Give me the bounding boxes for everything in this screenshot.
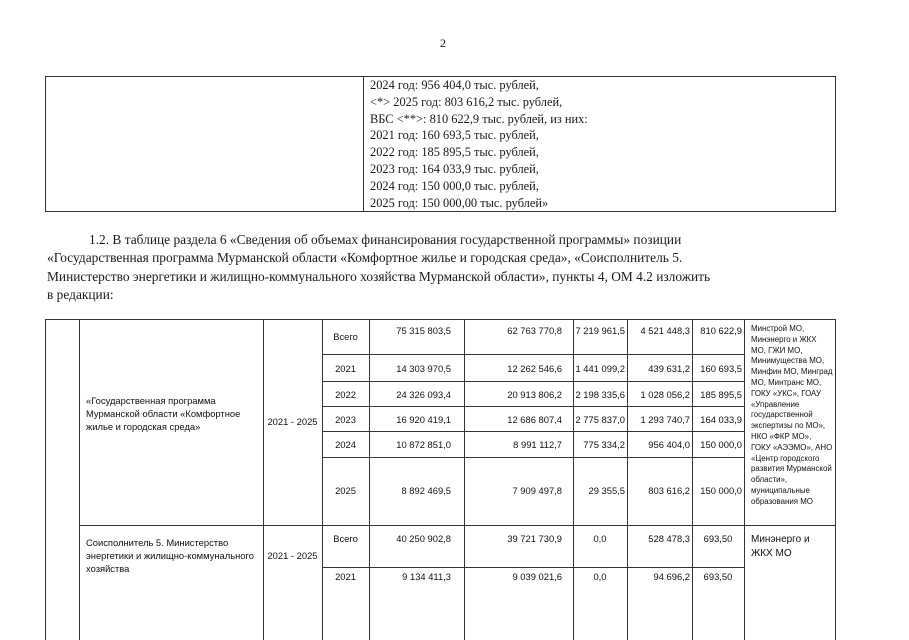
regional-value: 0,0 <box>593 533 607 544</box>
year-label: 2023 <box>335 414 356 425</box>
local-value: 439 631,2 <box>648 363 690 374</box>
co-executor-name: Соисполнитель 5. Министерство энергетики и жилищно-коммунального хозяйства <box>86 537 254 574</box>
financing-summary-table <box>45 76 836 212</box>
financing-line: <*> 2025 год: 803 616,2 тыс. рублей, <box>370 94 563 109</box>
total-value: 8 892 469,5 <box>401 485 451 496</box>
financing-line: 2023 год: 164 033,9 тыс. рублей, <box>370 161 539 176</box>
paragraph-line: Министерство энергетики и жилищно-коммунального хозяйства Мурманской области», пункты 4, ОМ 4.2 изложить <box>47 268 711 284</box>
total-value: 24 326 093,4 <box>396 389 451 400</box>
period: 2021 - 2025 <box>267 416 318 427</box>
grid-line <box>322 381 744 382</box>
grid-line <box>45 319 836 320</box>
column-divider <box>363 77 364 211</box>
grid-line <box>835 319 836 640</box>
extrabudget-value: 693,50 <box>703 533 733 544</box>
financing-table <box>45 319 836 640</box>
program-name: «Государственная программа Мурманской области «Комфортное жилье и городская среда» <box>86 395 241 432</box>
regional-value: 2 198 335,6 <box>575 389 625 400</box>
regional-value: 775 334,2 <box>583 439 625 450</box>
grid-line <box>79 319 80 640</box>
local-value: 528 478,3 <box>648 533 690 544</box>
extrabudget-value: 160 693,5 <box>700 363 742 374</box>
paragraph-line: в редакции: <box>47 287 114 303</box>
grid-line <box>79 525 836 526</box>
local-value: 4 521 448,3 <box>640 325 690 336</box>
federal-value: 9 039 021,6 <box>512 571 562 582</box>
total-value: 9 134 411,3 <box>402 571 451 582</box>
year-label: 2021 <box>335 571 356 582</box>
total-value: 16 920 419,1 <box>396 414 451 425</box>
federal-value: 39 721 730,9 <box>507 533 562 544</box>
grid-line <box>322 406 744 407</box>
grid-line <box>322 354 744 355</box>
federal-value: 12 262 546,6 <box>507 363 562 374</box>
grid-line <box>263 319 264 640</box>
grid-line <box>322 431 744 432</box>
page-number: 2 <box>440 36 446 50</box>
extrabudget-value: 185 895,5 <box>700 389 742 400</box>
total-value: 14 303 970,5 <box>396 363 451 374</box>
federal-value: 20 913 806,2 <box>507 389 562 400</box>
extrabudget-value: 693,50 <box>703 571 733 582</box>
financing-line: 2022 год: 185 895,5 тыс. рублей, <box>370 145 539 160</box>
grid-line <box>322 457 744 458</box>
grid-line <box>744 319 745 640</box>
federal-value: 7 909 497,8 <box>512 485 562 496</box>
grid-line <box>322 567 744 568</box>
regional-value: 1 441 099,2 <box>575 363 625 374</box>
year-label: 2025 <box>335 485 356 496</box>
financing-line: ВБС <**>: 810 622,9 тыс. рублей, из них: <box>370 111 588 126</box>
year-label: 2024 <box>335 439 356 450</box>
paragraph-line: 1.2. В таблице раздела 6 «Сведения об объемах финансирования государственной программы» позиции <box>89 232 682 247</box>
federal-value: 8 991 112,7 <box>513 439 562 450</box>
total-value: 40 250 902,8 <box>396 533 451 544</box>
financing-line: 2021 год: 160 693,5 тыс. рублей, <box>370 128 539 143</box>
total-value: 10 872 851,0 <box>396 439 451 450</box>
financing-line: 2024 год: 956 404,0 тыс. рублей, <box>370 78 539 92</box>
responsible-bodies: Минстрой МО, Минэнерго и ЖКХ МО, ГЖИ МО, Минимущества МО, Минфин МО, Минград МО, Минтранс МО, ГОКУ «УКС», ГОАУ «Управление государственной экспертизы по МО», НКО «ФКР МО», ГОКУ «АЭЭМО», АНО «Центр городского развития Мурманской области», муниципальные образования МО <box>751 324 833 506</box>
local-value: 1 293 740,7 <box>640 414 690 425</box>
total-value: 75 315 803,5 <box>396 325 451 336</box>
paragraph-line: «Государственная программа Мурманской области «Комфортное жилье и городская среда», «Соисполнитель 5. <box>47 250 683 266</box>
regional-value: 0,0 <box>593 571 607 582</box>
financing-line: 2025 год: 150 000,00 тыс. рублей» <box>370 195 549 210</box>
local-value: 1 028 056,2 <box>640 389 690 400</box>
extrabudget-value: 810 622,9 <box>700 325 742 336</box>
year-label: Всего <box>333 533 358 544</box>
local-value: 803 616,2 <box>648 485 690 496</box>
extrabudget-value: 150 000,0 <box>700 439 742 450</box>
federal-value: 12 686 807,4 <box>507 414 562 425</box>
local-value: 956 404,0 <box>648 439 690 450</box>
responsible-bodies: Минэнерго и ЖКХ МО <box>751 534 810 559</box>
grid-line <box>45 319 46 640</box>
regional-value: 29 355,5 <box>588 485 625 496</box>
regional-value: 2 775 837,0 <box>575 414 625 425</box>
amendment-paragraph <box>47 231 838 305</box>
year-label: 2021 <box>335 363 356 374</box>
extrabudget-value: 164 033,9 <box>700 414 742 425</box>
year-label: Всего <box>333 331 358 342</box>
federal-value: 62 763 770,8 <box>507 325 562 336</box>
regional-value: 7 219 961,5 <box>575 325 625 336</box>
extrabudget-value: 150 000,0 <box>700 485 742 496</box>
period: 2021 - 2025 <box>267 550 318 561</box>
year-label: 2022 <box>335 389 356 400</box>
local-value: 94 696,2 <box>653 571 690 582</box>
financing-line: 2024 год: 150 000,0 тыс. рублей, <box>370 178 539 193</box>
financing-lines <box>370 77 588 211</box>
